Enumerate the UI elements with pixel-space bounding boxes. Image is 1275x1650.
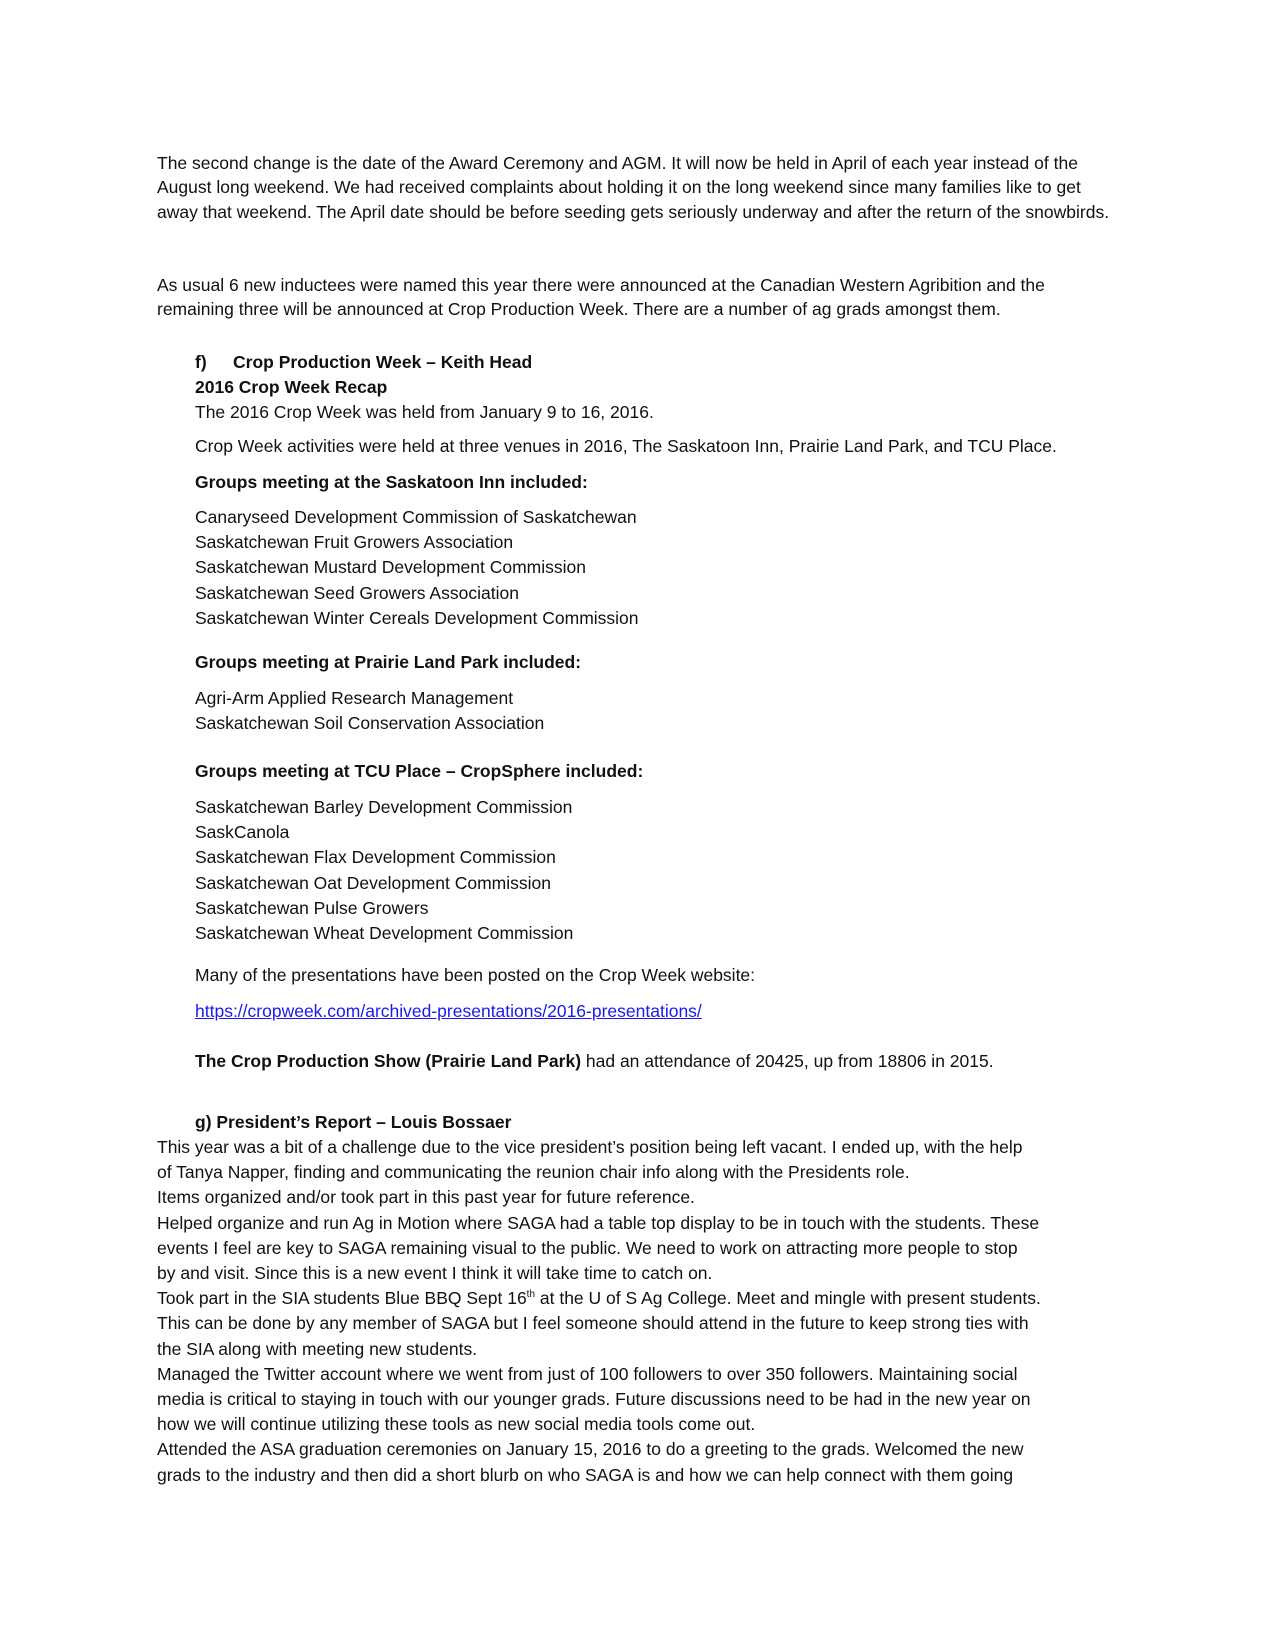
crop-week-venues: Crop Week activities were held at three venues in 2016, The Saskatoon Inn, Prairie Land Park, and TCU Place. (195, 436, 1057, 456)
report-line-bbq (157, 1286, 1117, 1311)
section-f-label: f) (195, 352, 207, 372)
report-line: Helped organize and run Ag in Motion where SAGA had a table top display to be in touch with the students. These (157, 1212, 1040, 1233)
list-item: Saskatchewan Flax Development Commission (195, 847, 556, 868)
presentations-link[interactable]: https://cropweek.com/archived-presentations/2016-presentations/ (195, 1001, 702, 1021)
list-item: Saskatchewan Pulse Growers (195, 897, 429, 918)
report-line: This year was a bit of a challenge due to the vice president’s position being left vacant. I ended up, with the help (157, 1137, 1023, 1157)
intro-paragraph-2: As usual 6 new inductees were named this year there were announced at the Canadian Western Agribition and the remaining three will be announced at Crop Production Week. There are a number of ag grads amongst them. (157, 275, 1045, 320)
presentations-link-row (195, 999, 1125, 1023)
section-f-heading (195, 350, 532, 374)
group1-heading: Groups meeting at the Saskatoon Inn included: (195, 472, 588, 492)
report-line: how we will continue utilizing these tools as new social media tools come out. (157, 1414, 756, 1435)
bbq-text-end: at the U of S Ag College. Meet and mingle with present students. (535, 1288, 1041, 1309)
list-item: Canaryseed Development Commission of Saskatchewan (195, 507, 637, 527)
intro-paragraph-1: The second change is the date of the Award Ceremony and AGM. It will now be held in April of each year instead of the August long weekend. We had received complaints about holding it on the long weekend since many families like to get away that weekend. The April date should be before seeding gets seriously underway and after the return of the snowbirds. (157, 153, 1110, 222)
report-line: of Tanya Napper, finding and communicating the reunion chair info along with the Presidents role. (157, 1162, 910, 1183)
section-g-heading: g) President’s Report – Louis Bossaer (195, 1112, 512, 1132)
group2-heading: Groups meeting at Prairie Land Park included: (195, 652, 582, 672)
group3-list (195, 795, 573, 946)
show-attendance (195, 1049, 1125, 1073)
section-f-subtitle: 2016 Crop Week Recap (195, 377, 388, 397)
list-item: Saskatchewan Fruit Growers Association (195, 532, 514, 553)
report-line: Managed the Twitter account where we went from just of 100 followers to over 350 followers. Maintaining social (157, 1363, 1018, 1384)
bbq-superscript: th (526, 1289, 536, 1301)
list-item: Agri-Arm Applied Research Management (195, 688, 514, 708)
report-line: grads to the industry and then did a short blurb on who SAGA is and how we can help connect with them going (157, 1464, 1014, 1485)
show-attendance-text: had an attendance of 20425, up from 18806 in 2015. (581, 1051, 994, 1071)
list-item: Saskatchewan Winter Cereals Development Commission (195, 607, 639, 628)
presentations-line: Many of the presentations have been posted on the Crop Week website: (195, 965, 756, 985)
report-line: Items organized and/or took part in this past year for future reference. (157, 1187, 695, 1208)
crop-week-dates: The 2016 Crop Week was held from January 9 to 16, 2016. (195, 402, 654, 422)
report-line: media is critical to staying in touch with our younger grads. Future discussions need to be had in the new year on (157, 1389, 1031, 1410)
report-line: by and visit. Since this is a new event I think it will take time to catch on. (157, 1263, 713, 1284)
group2-list (195, 686, 544, 736)
list-item: Saskatchewan Oat Development Commission (195, 872, 551, 893)
group3-heading: Groups meeting at TCU Place – CropSphere included: (195, 761, 644, 781)
show-name: The Crop Production Show (Prairie Land Park) (195, 1051, 582, 1071)
list-item: Saskatchewan Soil Conservation Association (195, 713, 545, 734)
bbq-text-start: Took part in the SIA students Blue BBQ Sept 16 (157, 1288, 527, 1309)
report-line: the SIA along with meeting new students. (157, 1338, 478, 1359)
presidents-report-body (157, 1135, 1117, 1488)
group1-list (195, 505, 639, 631)
list-item: Saskatchewan Mustard Development Commission (195, 557, 586, 578)
list-item: SaskCanola (195, 822, 290, 843)
report-line: events I feel are key to SAGA remaining visual to the public. We need to work on attracting more people to stop (157, 1237, 1018, 1258)
list-item: Saskatchewan Seed Growers Association (195, 582, 519, 603)
list-item: Saskatchewan Barley Development Commission (195, 797, 573, 817)
report-line: Attended the ASA graduation ceremonies on January 15, 2016 to do a greeting to the grads. Welcomed the new (157, 1439, 1024, 1460)
section-f-title: Crop Production Week – Keith Head (233, 352, 533, 372)
report-line: This can be done by any member of SAGA but I feel someone should attend in the future to keep strong ties with (157, 1313, 1029, 1334)
list-item: Saskatchewan Wheat Development Commission (195, 923, 574, 944)
